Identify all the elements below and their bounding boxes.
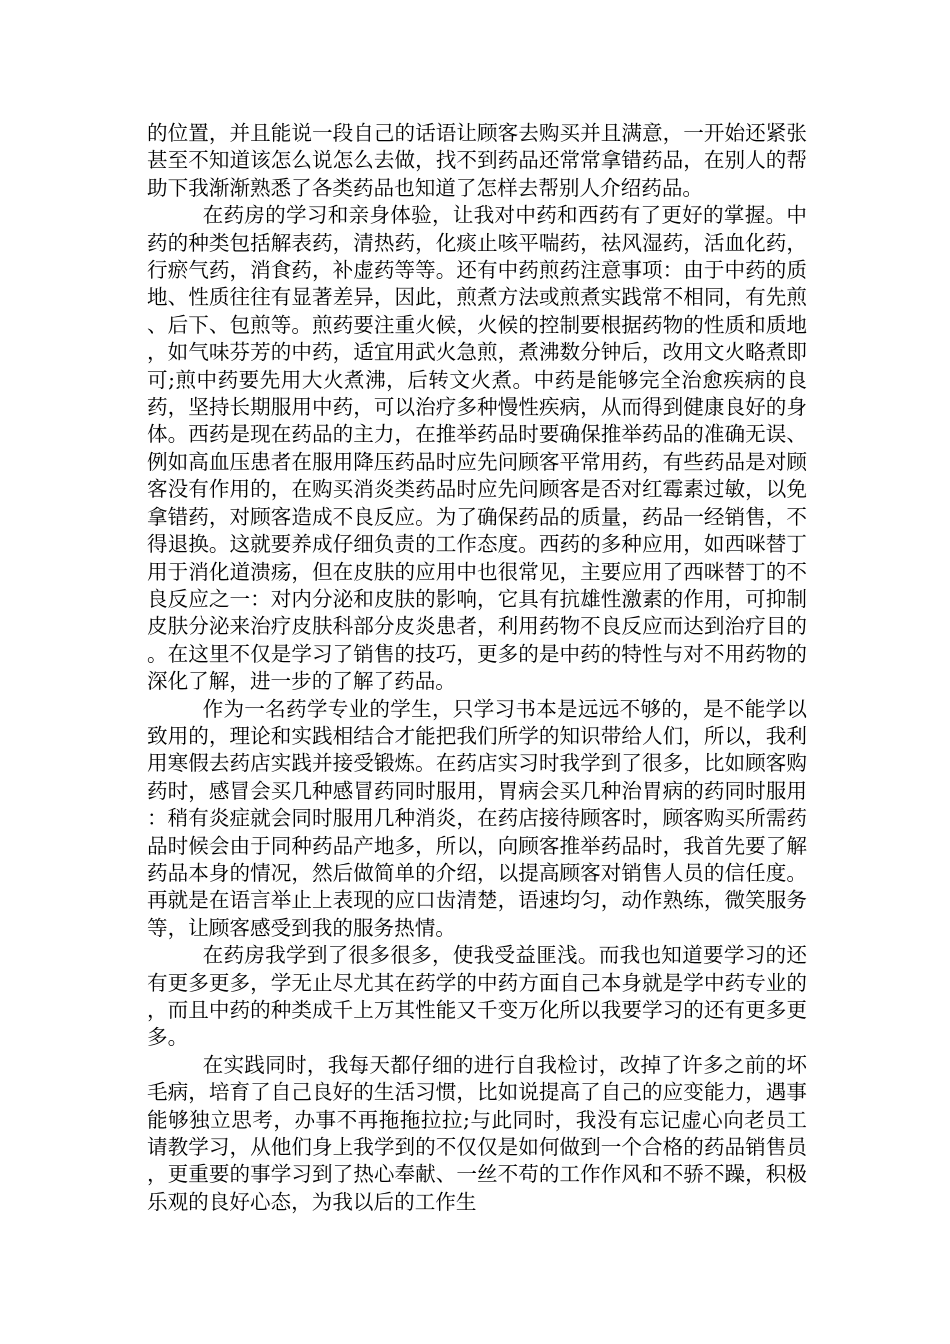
paragraph-2: 在药房的学习和亲身体验，让我对中药和西药有了更好的掌握。中药的种类包括解表药，清热药，化痰止咳平喘药，祛风湿药，活血化药，行瘀气药，消食药，补虚药等等。还有中药煎药注意事项：由于中药的质地、性质往往有显著差异，因此，煎煮方法或煎煮实践常不相同，有先煎、后下、包煎等。煎药要注重火候，火候的控制要根据药物的性质和质地，如气味芬芳的中药，适宜用武火急煎，煮沸数分钟后，改用文火略煮即可;煎中药要先用大火煮沸，后转文火煮。中药是能够完全治愈疾病的良药，坚持长期服用中药，可以治疗多种慢性疾病，从而得到健康良好的身体。西药是现在药品的主力，在推举药品时要确保推举药品的准确无误、例如高血压患者在服用降压药品时应先问顾客平常用药，有些药品是对顾客没有作用的，在购买消炎类药品时应先问顾客是否对红霉素过敏，以免拿错药，对顾客造成不良反应。为了确保药品的质量，药品一经销售，不得退换。这就要养成仔细负责的工作态度。西药的多种应用，如西咪替丁用于消化道溃疡，但在皮肤的应用中也很常见，主要应用了西咪替丁的不良反应之一：对内分泌和皮肤的影响，它具有抗雄性激素的作用，可抑制皮肤分泌来治疗皮肤科部分皮炎患者，利用药物不良反应而达到治疗目的。在这里不仅是学习了销售的技巧，更多的是中药的特性与对不用药物的深化了解，进一步的了解了药品。 xyxy=(147,203,807,694)
paragraph-5: 在实践同时，我每天都仔细的进行自我检讨，改掉了许多之前的坏毛病，培育了自己良好的生活习惯，比如说提高了自己的应变能力，遇事能够独立思考，办事不再拖拖拉拉;与此同时，我没有忘记虚心向老员工请教学习，从他们身上我学到的不仅仅是如何做到一个合格的药品销售员，更重要的事学习到了热心奉献、一丝不苟的工作作风和不骄不躁，积极乐观的良好心态，为我以后的工作生 xyxy=(147,1052,807,1214)
paragraph-4: 在药房我学到了很多很多，使我受益匪浅。而我也知道要学习的还有更多更多，学无止尽尤其在药学的中药方面自己本身就是学中药专业的，而且中药的种类成千上万其性能又千变万化所以我要学习的还有更多更多。 xyxy=(147,943,807,1050)
document-body xyxy=(147,120,807,1216)
paragraph-1: 的位置，并且能说一段自己的话语让顾客去购买并且满意，一开始还紧张甚至不知道该怎么说怎么去做，找不到药品还常常拿错药品，在别人的帮助下我渐渐熟悉了各类药品也知道了怎样去帮别人介绍药品。 xyxy=(147,121,807,200)
paragraph-3: 作为一名药学专业的学生，只学习书本是远远不够的，是不能学以致用的，理论和实践相结合才能把我们所学的知识带给人们，所以，我利用寒假去药店实践并接受锻炼。在药店实习时我学到了很多，比如顾客购药时，感冒会买几种感冒药同时服用，胃病会买几种治胃病的药同时服用：稍有炎症就会同时服用几种消炎，在药店接待顾客时，顾客购买所需药品时候会由于同种药品产地多，所以，向顾客推举药品时，我首先要了解药品本身的情况，然后做简单的介绍，以提高顾客对销售人员的信任度。再就是在语言举止上表现的应口齿清楚，语速均匀，动作熟练，微笑服务等，让顾客感受到我的服务热情。 xyxy=(147,696,807,940)
